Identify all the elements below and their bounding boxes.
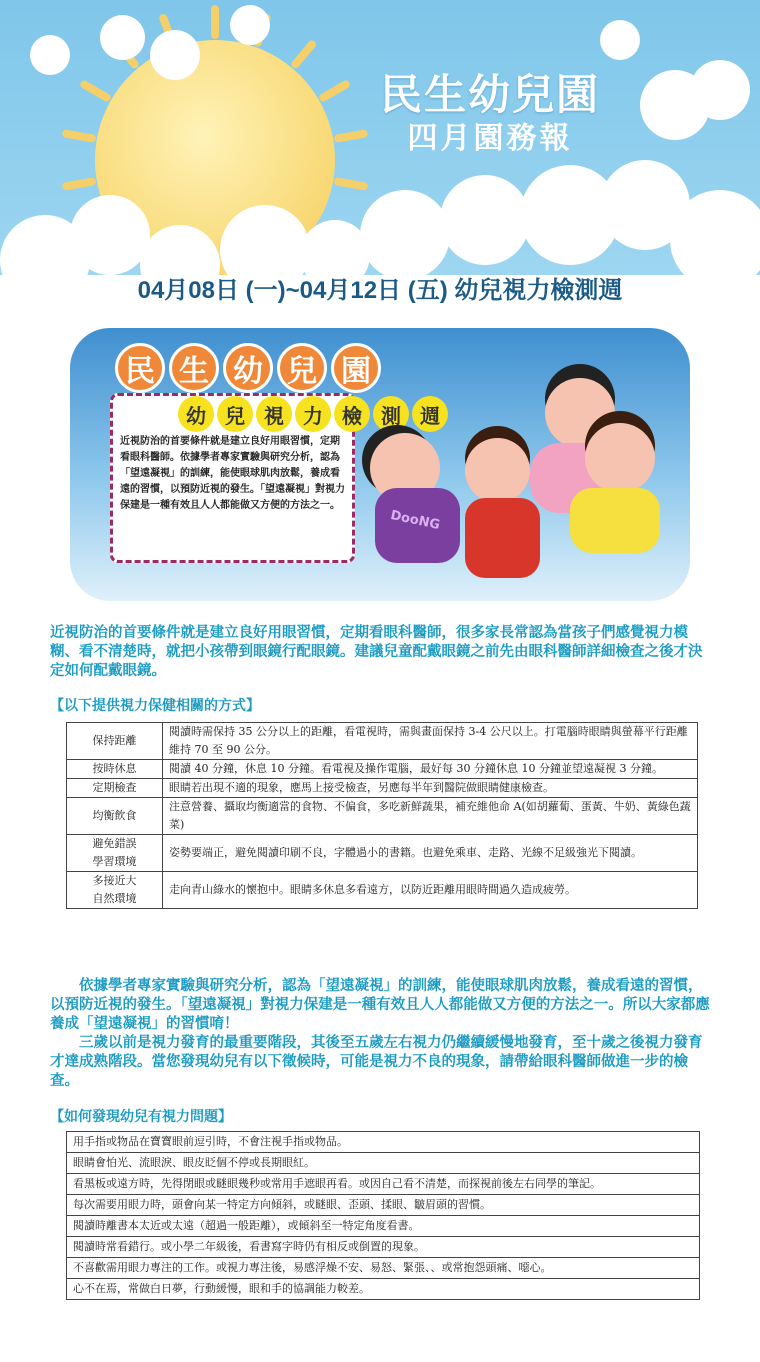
vision-sign: 用手指或物品在寶寶眼前逗引時，不會注視手指或物品。 <box>67 1132 700 1153</box>
table-row <box>67 1216 700 1237</box>
paragraph-development: 三歲以前是視力發育的最重要階段，其後至五歲左右視力仍繼續緩慢地發育，至十歲之後視力發育才達成熟階段。當您發現幼兒有以下徵候時，可能是視力不良的現象，請帶給眼科醫師做進一步的檢查。 <box>50 1035 703 1089</box>
sun-ray <box>62 129 97 143</box>
event-char-bubble: 力 <box>295 396 331 432</box>
school-char-bubble: 園 <box>331 343 381 393</box>
paragraph-distance-gazing: 依據學者專家實驗與研究分析，認為「望遠凝視」的訓練，能使眼球肌肉放鬆，養成看遠的習慣，以預防近視的發生。「望遠凝視」對視力保建是一種有效且人人都能做又方便的方法之一。所以大家都應養成「望遠凝視」的習慣唷！ <box>50 978 710 1032</box>
vision-week-banner <box>70 328 690 601</box>
care-description: 注意營養、攝取均衡適當的食物、不偏食，多吃新鮮蔬果，補充維他命 A(如胡蘿蔔、蛋黃、牛奶、黃綠色蔬菜) <box>163 798 698 835</box>
event-char-bubble: 檢 <box>334 396 370 432</box>
vision-sign: 不喜歡需用眼力專注的工作。或視力專注後，易感浮燥不安、易怒、緊張、、或常抱怨頭痛、噁心。 <box>67 1258 700 1279</box>
section-heading-care: 【以下提供視力保健相關的方式】 <box>50 698 260 714</box>
cloud <box>690 60 750 120</box>
care-method: 多接近大 自然環境 <box>67 872 163 909</box>
eye-care-table <box>66 722 698 909</box>
vision-sign: 心不在焉，常做白日夢，行動緩慢，眼和手的協調能力較差。 <box>67 1279 700 1300</box>
table-row <box>67 798 698 835</box>
intro-paragraph: 近視防治的首要條件就是建立良好用眼習慣，定期看眼科醫師，很多家長常認為當孩子們感覺視力模糊、看不清楚時，就把小孩帶到眼鏡行配眼鏡。建議兒童配戴眼鏡之前先由眼科醫師詳細檢查之後才決定如何配戴眼鏡。 <box>50 625 703 679</box>
sun-ray <box>333 129 368 143</box>
vision-sign: 看黑板或遠方時，先得閉眼或瞇眼幾秒或常用手遮眼再看。或因自己看不清楚，而探視前後左右同學的筆記。 <box>67 1174 700 1195</box>
table-row <box>67 1258 700 1279</box>
care-method: 避免錯誤 學習環境 <box>67 835 163 872</box>
sun-ray <box>333 177 368 191</box>
newsletter-title <box>370 70 610 158</box>
care-method: 按時休息 <box>67 760 163 779</box>
table-row <box>67 779 698 798</box>
vision-sign: 眼睛會怕光、流眼淚、眼皮眨個不停或長期眼紅。 <box>67 1153 700 1174</box>
table-row <box>67 1279 700 1300</box>
care-description: 眼睛若出現不適的現象，應馬上接受檢查，另應每半年到醫院做眼睛健康檢查。 <box>163 779 698 798</box>
cloud <box>360 190 450 275</box>
school-name: 民生幼兒園 <box>379 70 600 119</box>
vision-sign: 閱讀時離書本太近或太遠（超過一般距離），或傾斜至一特定角度看書。 <box>67 1216 700 1237</box>
cloud <box>440 175 530 265</box>
school-char-bubble: 民 <box>115 343 165 393</box>
care-description: 閱讀時需保持 35 公分以上的距離，看電視時，需與畫面保持 3-4 公尺以上。打電腦時眼睛與螢幕平行距離維持 70 至 90 公分。 <box>163 723 698 760</box>
cloud <box>30 35 70 75</box>
care-description: 走向青山綠水的懷抱中。眼睛多休息多看遠方，以防近距離用眼時間過久造成疲勞。 <box>163 872 698 909</box>
event-char-bubble: 幼 <box>178 396 214 432</box>
care-method: 定期檢查 <box>67 779 163 798</box>
table-row <box>67 1174 700 1195</box>
sun-ray <box>79 79 112 103</box>
cloud <box>600 20 640 60</box>
vision-sign: 閱讀時常看錯行。或小學二年級後，看書寫字時仍有相反或倒置的現象。 <box>67 1237 700 1258</box>
sun-ray <box>318 79 351 103</box>
vision-signs-table <box>66 1131 700 1300</box>
care-method: 保持距離 <box>67 723 163 760</box>
event-char-bubble: 視 <box>256 396 292 432</box>
header-banner <box>0 0 760 275</box>
table-row <box>67 1237 700 1258</box>
event-name-bubbles <box>178 396 448 432</box>
school-name-bubbles <box>115 343 381 393</box>
school-char-bubble: 幼 <box>223 343 273 393</box>
care-description: 姿勢要端正，避免閱讀印刷不良，字體過小的書籍。也避免乘車、走路、光線不足級強光下閱讀。 <box>163 835 698 872</box>
school-char-bubble: 生 <box>169 343 219 393</box>
event-char-bubble: 兒 <box>217 396 253 432</box>
care-description: 閱讀 40 分鐘，休息 10 分鐘。看電視及操作電腦，最好每 30 分鐘休息 10 分鐘並望遠凝視 3 分鐘。 <box>163 760 698 779</box>
banner-text: 近視防治的首要條件就是建立良好用眼習慣，定期看眼科醫師。依據學者專家實驗與研究分析，認為「望遠凝視」的訓練，能使眼球肌肉放鬆，養成看遠的習慣，以預防近視的發生。「望遠凝視」對視力保建是一種有效且人人都能做又方便的方法之一。 <box>120 436 345 511</box>
cloud <box>150 30 200 80</box>
school-char-bubble: 兒 <box>277 343 327 393</box>
sun-ray <box>211 5 219 39</box>
event-char-bubble: 測 <box>373 396 409 432</box>
cloud <box>70 195 150 275</box>
table-row <box>67 1132 700 1153</box>
shirt-text: DooNG <box>388 507 442 534</box>
table-row <box>67 872 698 909</box>
table-row <box>67 1153 700 1174</box>
section-heading-signs: 【如何發現幼兒有視力問題】 <box>50 1109 232 1125</box>
table-row <box>67 835 698 872</box>
sun-ray <box>62 177 97 191</box>
care-method: 均衡飲食 <box>67 798 163 835</box>
vision-sign: 每次需要用眼力時，頭會向某一特定方向傾斜，或瞇眼、歪頭、揉眼、皺眉頭的習慣。 <box>67 1195 700 1216</box>
table-row <box>67 723 698 760</box>
sun-ray <box>290 39 318 70</box>
cloud <box>230 5 270 45</box>
event-title: 04月08日 (一)~04月12日 (五) 幼兒視力檢測週 <box>137 277 623 304</box>
newsletter-subtitle: 四月園務報 <box>407 121 573 156</box>
table-row <box>67 1195 700 1216</box>
event-char-bubble: 週 <box>412 396 448 432</box>
cloud <box>100 15 145 60</box>
table-row <box>67 760 698 779</box>
